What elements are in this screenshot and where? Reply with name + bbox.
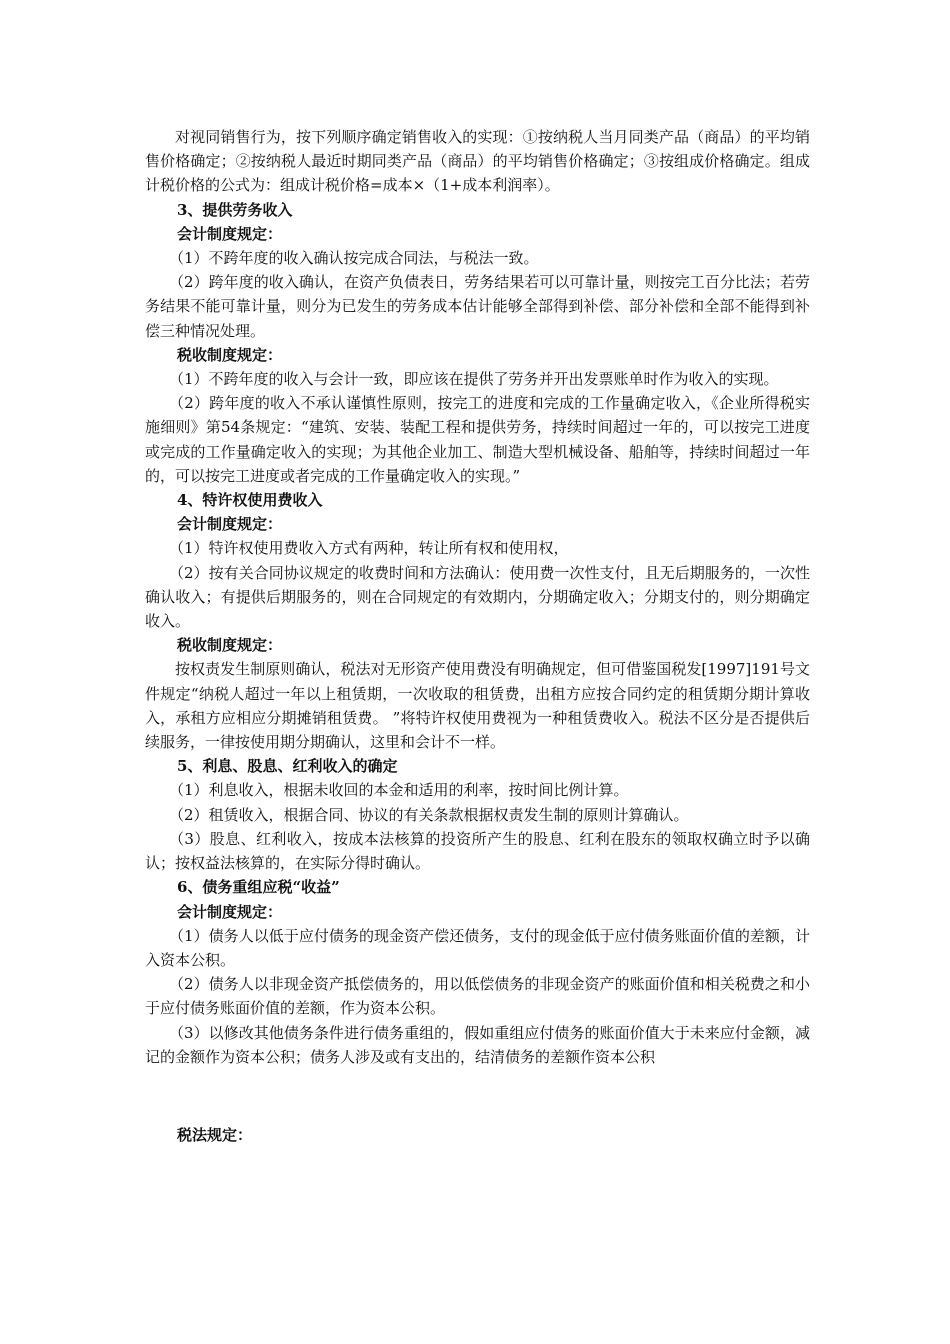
paragraph: （1）不跨年度的收入确认按完成合同法，与税法一致。 <box>169 249 539 268</box>
document-page <box>145 125 810 1147</box>
blank-line <box>145 1084 810 1108</box>
section-heading: 3、提供劳务收入 <box>177 200 293 219</box>
paragraph: （3）股息、红利收入，按成本法核算的投资所产生的股息、红利在股东的领取权确立时予以确认；按权益法核算的，在实际分得时确认。 <box>145 829 810 873</box>
paragraph: （2）按有关合同协议规定的收费时间和方法确认：使用费一次性支付，且无后期服务的，一次性确认收入；有提供后期服务的，则在合同规定的有效期内，分期确定收入；分期支付的，则分期确定收入。 <box>145 563 810 631</box>
paragraph: （1）特许权使用费收入方式有两种，转让所有权和使用权， <box>169 539 569 558</box>
section-heading: 税收制度规定： <box>177 636 283 655</box>
section-heading: 会计制度规定： <box>177 515 283 534</box>
paragraph: 按权责发生制原则确认，税法对无形资产使用费没有明确规定，但可借鉴国税发[1997]191号文件规定“纳税人超过一年以上租赁期，一次收取的租赁费，出租方应按合同约定的租赁期分期计算收入，承租方应相应分期摊销租赁费。 ”将特许权使用费视为一种租赁费收入。税法不区分是否提供后续服务，一律按使用期分期确认，这里和会计不一样。 <box>145 660 810 752</box>
section-heading: 会计制度规定： <box>177 902 283 921</box>
section-heading: 5、利息、股息、红利收入的确定 <box>177 757 398 776</box>
paragraph: （2）债务人以非现金资产抵偿债务的，用以低偿债务的非现金资产的账面价值和相关税费之和小于应付债务账面价值的差额，作为资本公积。 <box>145 975 810 1018</box>
paragraph: （1）利息收入，根据未收回的本金和适用的利率，按时间比例计算。 <box>169 781 629 800</box>
paragraph: 对视同销售行为，按下列顺序确定销售收入的实现：①按纳税人当月同类产品（商品）的平均销售价格确定；②按纳税人最近时期同类产品（商品）的平均销售价格确定；③按组成价格确定。组成计税价格的公式为：组成计税价格=成本×（1+成本利润率）。 <box>145 128 810 195</box>
section-heading: 税收制度规定： <box>177 345 283 364</box>
paragraph: （1）债务人以低于应付债务的现金资产偿还债务，支付的现金低于应付债务账面价值的差额，计入资本公积。 <box>145 926 810 969</box>
paragraph: （3）以修改其他债务条件进行债务重组的，假如重组应付债务的账面价值大于未来应付金额，减记的金额作为资本公积；债务人涉及或有支出的，结清债务的差额作资本公积 <box>145 1023 810 1066</box>
paragraph: （1）不跨年度的收入与会计一致，即应该在提供了劳务并开出发票账单时作为收入的实现。 <box>169 370 779 389</box>
paragraph: （2）跨年度的收入确认，在资产负债表日，劳务结果若可以可靠计量，则按完工百分比法；若劳务结果不能可靠计量，则分为已发生的劳务成本估计能够全部得到补偿、部分补偿和全部不能得到补偿三种情况处理。 <box>145 273 810 340</box>
section-heading: 会计制度规定： <box>177 224 283 243</box>
paragraph: （2）租赁收入，根据合同、协议的有关条款根据权责发生制的原则计算确认。 <box>169 805 689 824</box>
section-heading: 6、债务重组应税“收益” <box>177 878 340 897</box>
paragraph: （2）跨年度的收入不承认谨慎性原则，按完工的进度和完成的工作量确定收入，《企业所得税实施细则》第54条规定：“建筑、安装、装配工程和提供劳务，持续时间超过一年的，可以按完工进度或完成的工作量确定收入的实现；为其他企业加工、制造大型机械设备、船舶等，持续时间超过一年的，可以按完工进度或者完成的工作量确定收入的实现。” <box>145 394 810 485</box>
section-heading: 4、特许权使用费收入 <box>177 491 323 510</box>
section-heading: 税法规定： <box>177 1125 253 1144</box>
